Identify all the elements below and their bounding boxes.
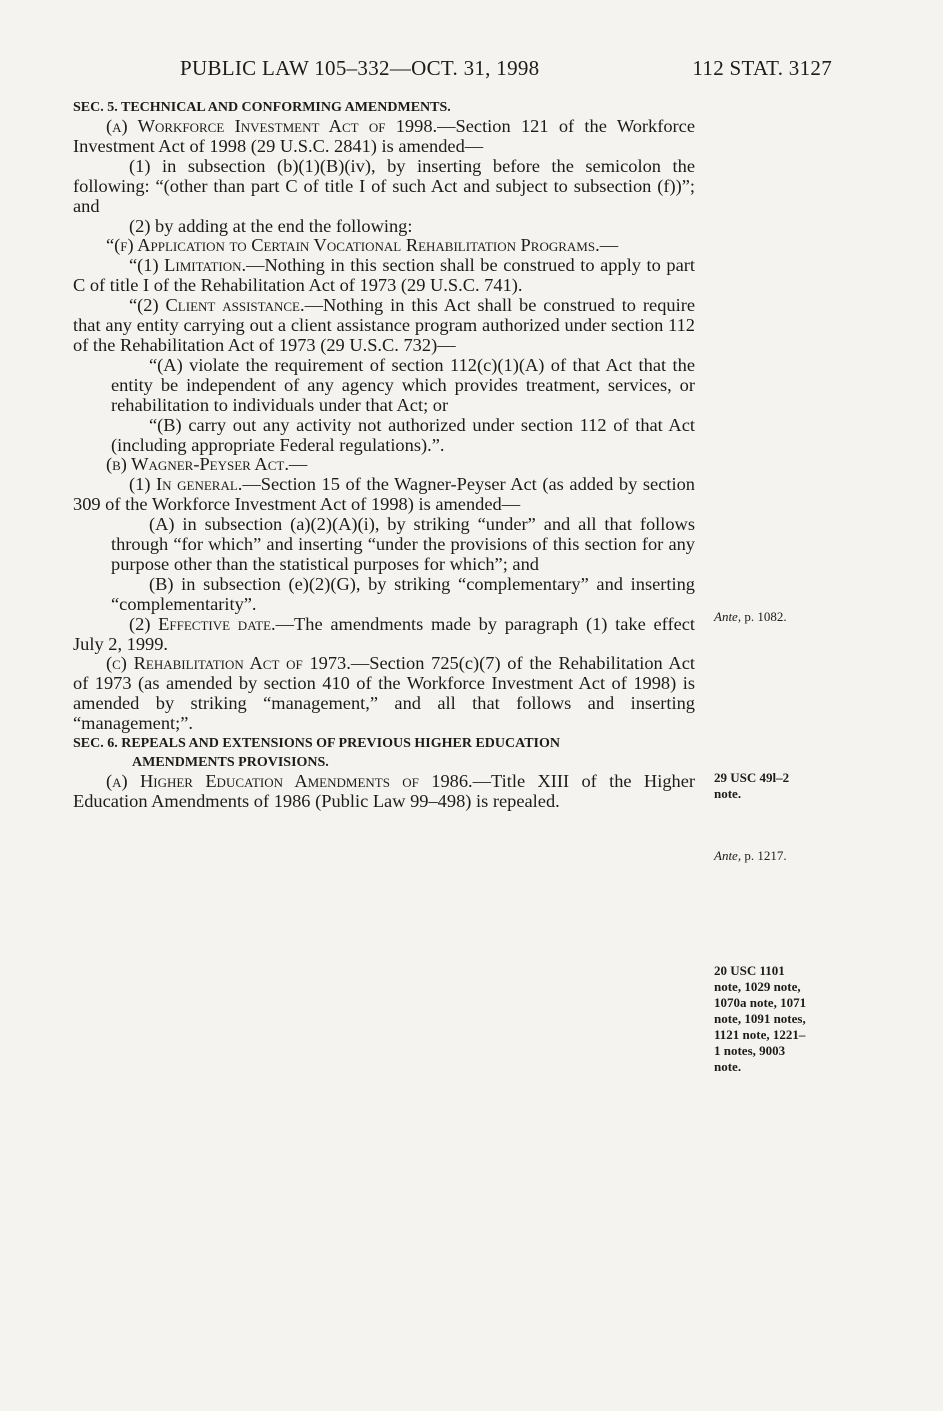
- paragraph-5b1A: (A) in subsection (a)(2)(A)(i), by striking “under” and all that follows through “for which” and inserting “under the provisions of this section for any purpose other than the statistical purposes for which”; and: [111, 514, 695, 574]
- caption-5f2: “(2) Client assistance.: [129, 295, 305, 316]
- paragraph-5f2A: “(A) violate the requirement of section 112(c)(1)(A) of that Act that the entity be independent of any agency which provides treatment, services, or rehabilitation to individuals under that Act; or: [111, 354, 695, 415]
- paragraph-5a2: (2) by adding at the end the following:: [129, 215, 413, 236]
- margin-note-2: 29 USC 49l–2 note.: [714, 770, 790, 801]
- paragraph-5f1: [73, 256, 695, 296]
- paragraph-5a: [73, 117, 695, 157]
- text-5c: —Section 725(c)(7) of the Rehabilitation Act of 1973 (as amended by section 410 of the Workforce Investment Act of 1998) is amended by striking “management,” and all that follows and inserting “management;”.: [73, 653, 695, 734]
- paragraph-5f2: [73, 296, 695, 356]
- paragraph-5b2: [73, 615, 695, 655]
- paragraph-5a1: (1) in subsection (b)(1)(B)(iv), by inserting before the semicolon the following: “(other than part C of title I of such Act and subject to subsection (f))”; and: [73, 155, 695, 216]
- caption-5f1: “(1) Limitation.: [129, 255, 247, 276]
- margin-note-1-page: p. 1082.: [741, 609, 787, 624]
- paragraph-5b1: [73, 475, 695, 515]
- header-statute-page: 112 STAT. 3127: [692, 56, 832, 80]
- margin-note-3-ante: Ante,: [714, 848, 742, 863]
- caption-5c: (c) Rehabilitation Act of 1973.: [106, 653, 351, 674]
- dash-5b: —: [288, 454, 308, 475]
- text-5b1: —Section 15 of the Wagner-Peyser Act (as added by section 309 of the Workforce Investment Act of 1998) is amended—: [73, 474, 695, 515]
- dash-5f: —: [599, 235, 619, 256]
- text-6a: —Title XIII of the Higher Education Amendments of 1986 (Public Law 99–498) is repealed.: [73, 771, 695, 811]
- margin-note-1-ante: Ante,: [714, 609, 742, 624]
- section-5-heading: SEC. 5. TECHNICAL AND CONFORMING AMENDMENTS.: [73, 100, 451, 115]
- caption-5b1: (1) In general.: [129, 474, 243, 495]
- margin-note-1: [714, 609, 787, 625]
- caption-5a: (a) Workforce Investment Act of 1998.: [106, 116, 438, 136]
- paragraph-6a: [73, 772, 695, 812]
- main-text-column: [73, 98, 695, 812]
- caption-5f: “(f) Application to Certain Vocational Rehabilitation Programs.: [106, 235, 600, 256]
- paragraph-5b1B: (B) in subsection (e)(2)(G), by striking “complementary” and inserting “complementarity”.: [111, 573, 695, 614]
- caption-5b: (b) Wagner-Peyser Act.: [106, 454, 289, 475]
- paragraph-5f2B: “(B) carry out any activity not authorized under section 112 of that Act (including appropriate Federal regulations).”.: [111, 414, 695, 455]
- margin-note-4: 20 USC 1101 note, 1029 note, 1070a note, 1071 note, 1091 notes, 1121 note, 1221– 1 notes, 9003 note.: [714, 963, 807, 1074]
- caption-5b2: (2) Effective date.: [129, 613, 276, 634]
- text-5b2: —The amendments made by paragraph (1) take effect July 2, 1999.: [73, 613, 696, 654]
- margin-note-3: [714, 848, 787, 864]
- section-6-heading-line-2: AMENDMENTS PROVISIONS.: [132, 755, 329, 771]
- section-6-heading: [73, 734, 695, 772]
- section-6-heading-line-1: SEC. 6. REPEALS AND EXTENSIONS OF PREVIOUS HIGHER EDUCATION: [73, 736, 560, 752]
- margin-note-3-page: p. 1217.: [741, 848, 787, 863]
- text-5f1: —Nothing in this section shall be construed to apply to part C of title I of the Rehabilitation Act of 1973 (29 U.S.C. 741).: [73, 255, 695, 296]
- header-public-law: PUBLIC LAW 105–332—OCT. 31, 1998: [180, 56, 540, 80]
- text-5f2: —Nothing in this Act shall be construed to require that any entity carrying out a client assistance program authorized under section 112 of the Rehabilitation Act of 1973 (29 U.S.C. 732)—: [73, 295, 695, 355]
- caption-6a: (a) Higher Education Amendments of 1986.: [106, 771, 473, 792]
- paragraph-5b: [73, 455, 695, 475]
- text-5a: —Section 121 of the Workforce Investment Act of 1998 (29 U.S.C. 2841) is amended—: [73, 116, 696, 156]
- paragraph-5f-heading: [73, 236, 695, 256]
- paragraph-5c: [73, 654, 695, 734]
